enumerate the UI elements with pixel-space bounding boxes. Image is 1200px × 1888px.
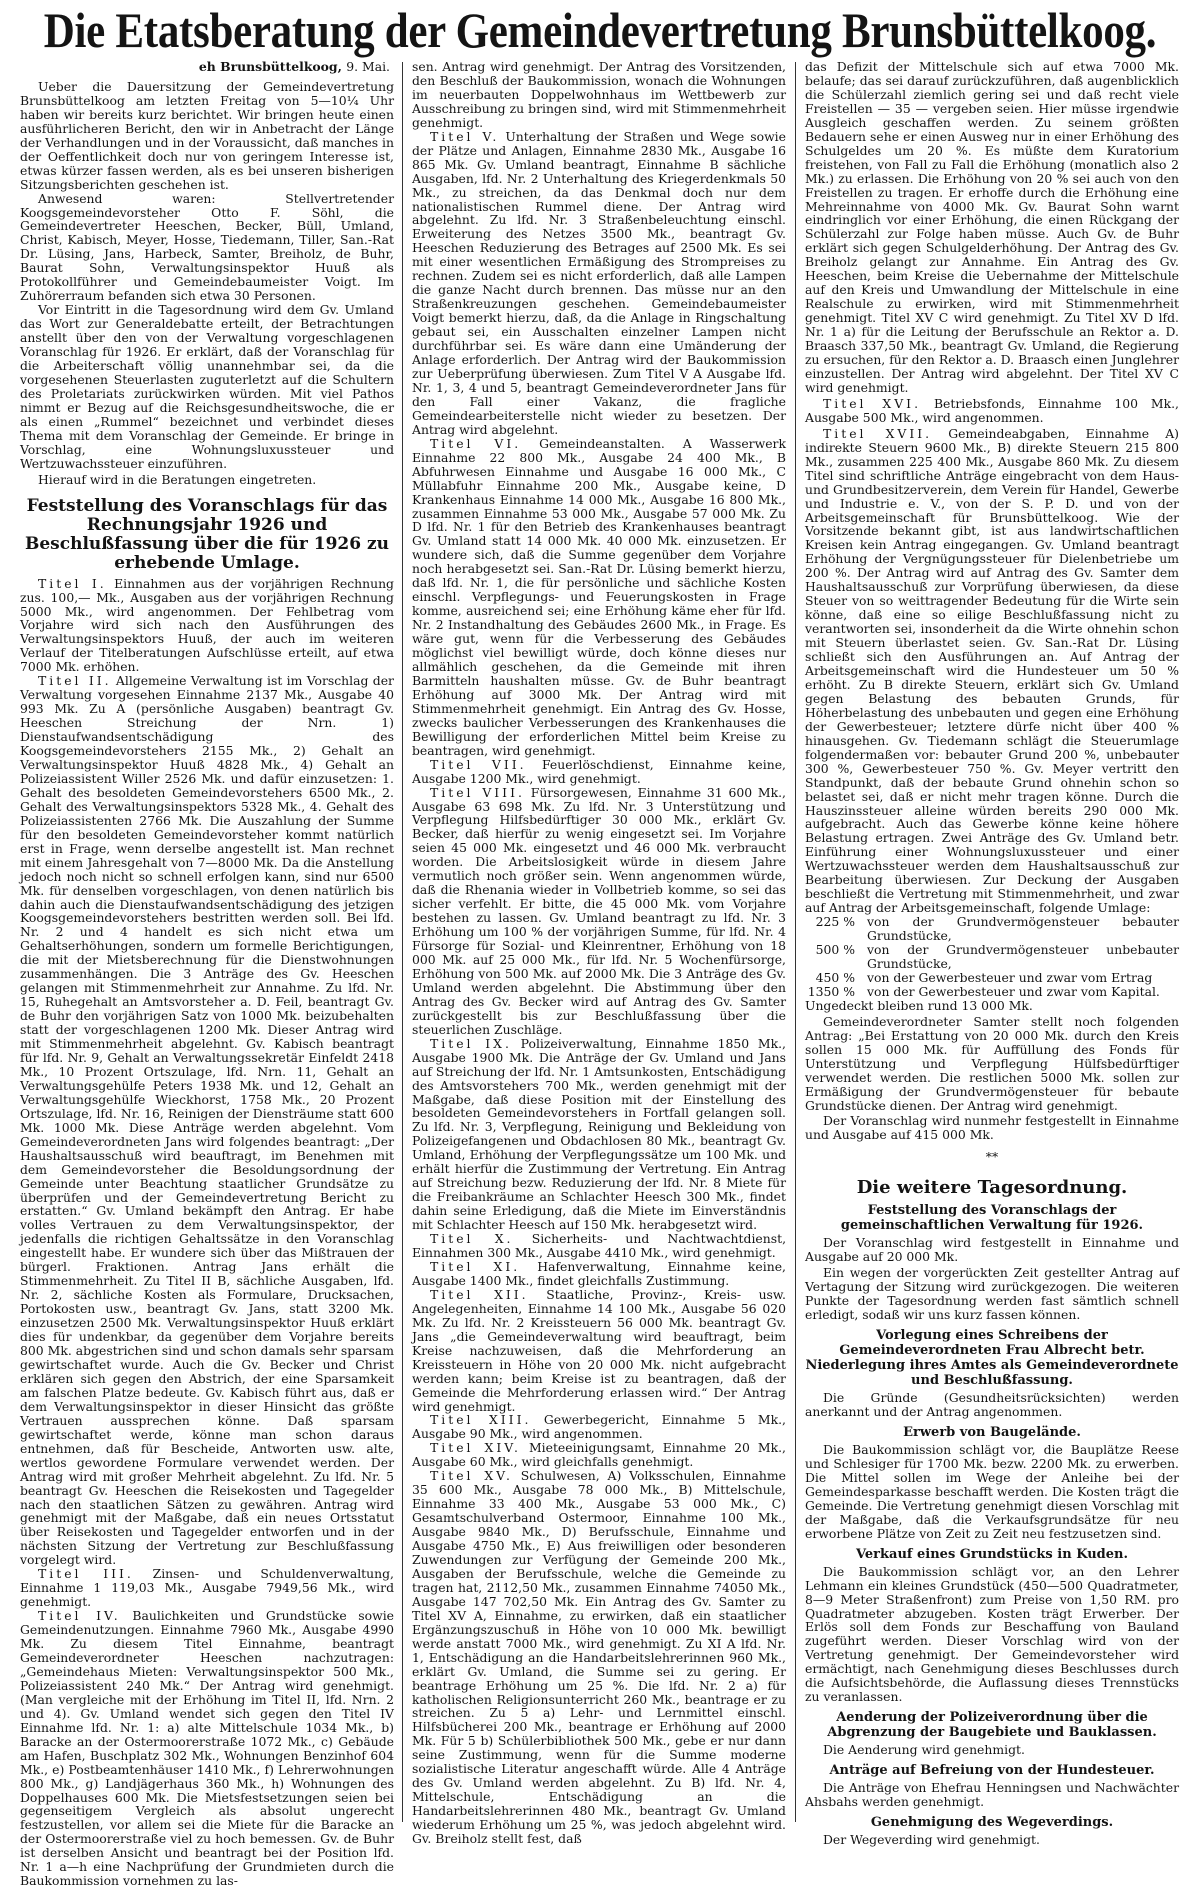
article-paragraph bbox=[805, 999, 1179, 1013]
levy-rate: 225 % bbox=[815, 914, 855, 930]
subsection-heading: Vorlegung eines Schreibens der Gemeindeverordneten Frau Albrecht betr. Niederlegung ihres Amtes als Gemeindeverordnete und Beschlußfassung. bbox=[805, 1328, 1179, 1389]
subsection-heading: Genehmigung des Wegeverdings. bbox=[870, 1815, 1114, 1831]
article-paragraph bbox=[805, 1781, 1179, 1809]
paragraph-text: Der Voranschlag wird festgestellt in Einnahme und Ausgabe auf 20 000 Mk. bbox=[805, 1235, 1179, 1265]
column-body bbox=[20, 80, 394, 1888]
paragraph-text: Die Baukommission schlägt vor, an den Lehrer Lehmann ein kleines Grundstück (450—500 Quadratmeter, 8—9 Meter Straßenfront) zum Preise von 1,50 RM. pro Quadratmeter abzugeben. Kosten trägt Erwerber. Der Erlös soll dem Fonds zur Beschaffung von Bauland zugeführt werden. Dieser Vorschlag wird von der Vertretung genehmigt. Der Gemeindevorsteher wird ermächtigt, nach Genehmigung dieses Beschlusses durch die Aufsichtsbehörde, die Auflassung dieses Trennstücks zu veranlassen. bbox=[805, 1563, 1179, 1705]
levy-list-item bbox=[805, 943, 1179, 971]
levy-description: von der Grundvermögensteuer unbebauter Grundstücke, bbox=[867, 942, 1179, 971]
title-number-label: Titel XIII. bbox=[430, 1412, 532, 1428]
paragraph-text: Unterhaltung der Straßen und Wege sowie der Plätze und Anlagen, Einnahme 2830 Mk., Ausgabe 16 865 Mk. Gv. Umland beantragt, Einnahme B sächliche Ausgaben, lfd. Nr. 2 Unterhaltung des Kriegerdenkmals 50 Mk., zu streichen, da das Denkmal doch nur dem nationalistischen Rummel diene. Der Antrag wird abgelehnt. Zu lfd. Nr. 3 Straßenbeleuchtung einschl. Erweiterung des Netzes 3500 Mk., beantragt Gv. Heeschen Reduzierung des Betrages auf 2500 Mk. Es sei mit einer wesentlichen Ermäßigung des Strompreises zu rechnen. Zudem sei es nicht erforderlich, daß alle Lampen die ganze Nacht durch brennen. Das müsse nur an den Straßenkreuzungen geschehen. Gemeindebaumeister Voigt bemerkt hierzu, daß, da die Anlage in Ringschaltung gebaut sei, ein Ausschalten einzelner Lampen nicht durchführbar sei. Es wäre dann eine Umänderung der Anlage erforderlich. Der Antrag wird der Baukommission zur Ueberprüfung überwiesen. Zum Titel V A Ausgabe lfd. Nr. 1, 3, 4 und 5, beantragt Gemeindeverordneter Jans für den Fall einer Vakanz, die fragliche Gemeindearbeiterstelle nicht wieder zu besetzen. Der Antrag wird abgelehnt. bbox=[412, 128, 786, 437]
column-body bbox=[805, 60, 1179, 1847]
paragraph-text: Einnahmen aus der vorjährigen Rechnung zus. 100,— Mk., Ausgaben aus der vorjährigen Rechnung 5000 Mk., wird angenommen. Der Fehlbetrag vom Vorjahre wird sich nach den Ausführungen des Verwaltungsinspektors Huuß, der auch im weiteren Verlauf der Titelberatungen Aufschlüsse erteilt, auf etwa 7000 Mk. erhöhen. bbox=[20, 575, 394, 675]
article-paragraph bbox=[805, 1565, 1179, 1705]
section-heading: Die weitere Tagesordnung. bbox=[856, 1177, 1128, 1199]
paragraph-text: Sicherheits- und Nachtwachtdienst, Einnahmen 300 Mk., Ausgabe 4410 Mk., wird genehmigt. bbox=[412, 1231, 787, 1261]
paragraph-text: Die Aenderung wird genehmigt. bbox=[823, 1742, 1025, 1758]
title-number-label: Titel VII. bbox=[430, 756, 527, 772]
levy-list-item bbox=[805, 915, 1179, 943]
column-2 bbox=[412, 60, 786, 1846]
article-paragraph bbox=[412, 1260, 786, 1288]
paragraph-text: Hafenverwaltung, Einnahme keine, Ausgabe 1400 Mk., findet gleichfalls Zustimmung. bbox=[412, 1258, 786, 1288]
paragraph-text: Mieteeinigungsamt, Einnahme 20 Mk., Ausgabe 60 Mk., wird gleichfalls genehmigt. bbox=[412, 1440, 786, 1470]
column-divider bbox=[402, 62, 403, 1822]
paragraph-text: Gewerbegericht, Einnahme 5 Mk., Ausgabe 90 Mk., wird angenommen. bbox=[412, 1412, 786, 1442]
article-paragraph bbox=[412, 1441, 786, 1469]
article-paragraph bbox=[805, 397, 1179, 425]
article-paragraph bbox=[20, 577, 394, 675]
article-paragraph bbox=[805, 1015, 1179, 1113]
paragraph-text: Gemeindeverordneter Samter stellt noch folgenden Antrag: „Bei Erstattung von 20 000 Mk. durch den Kreis sollen 15 000 Mk. für Auffüllung des Fonds für Unterstützung und Verpflegung Hülfsbedürftiger verwendet werden. Die restlichen 5000 Mk. sollen zur Ermäßigung der Grundvermögensteuer für bebaute Grundstücke dienen. Der Antrag wird genehmigt. bbox=[805, 1013, 1179, 1113]
article-paragraph bbox=[20, 303, 394, 470]
levy-description: von der Gewerbesteuer und zwar vom Kapital. bbox=[867, 983, 1160, 999]
title-number-label: Titel XV. bbox=[430, 1468, 513, 1484]
paragraph-text: sen. Antrag wird genehmigt. Der Antrag des Vorsitzenden, den Beschluß der Baukommission, wonach die Wohnungen im neuerbauten Doppelwohnhaus im Wettbewerb zur Ausschreibung zu bringen sind, wird mit Stimmenmehrheit genehmigt. bbox=[412, 59, 786, 130]
article-paragraph bbox=[412, 1288, 786, 1414]
column-3 bbox=[805, 60, 1179, 1847]
dateline-place: eh Brunsbüttelkoog, bbox=[198, 59, 342, 74]
paragraph-text: Fürsorgewesen, Einnahme 31 600 Mk., Ausgabe 63 698 Mk. Zu lfd. Nr. 3 Unterstützung und Verpflegung Hilfsbedürftiger 30 000 Mk., erklärt Gv. Becker, daß hierfür zu wenig eingesetzt sei. Im Vorjahre seien 45 000 Mk. eingesetzt und 46 000 Mk. verbraucht worden. Die Arbeitslosigkeit würde in diesem Jahre vermutlich noch größer sein. Wenn angenommen würde, daß die Rhenania wieder in Vollbetrieb komme, so sei das sicher verfehlt. Er bitte, die 45 000 Mk. vom Vorjahre bestehen zu lassen. Gv. Umland beantragt zu lfd. Nr. 3 Erhöhung um 100 % der vorjährigen Summe, für lfd. Nr. 4 Fürsorge für Sozial- und Kleinrentner, Erhöhung von 18 000 Mk. auf 25 000 Mk., für lfd. Nr. 5 Wochenfürsorge, Erhöhung von 500 Mk. auf 2000 Mk. Die 3 Anträge des Gv. Umland werden abgelehnt. Die Abstimmung über den Antrag des Gv. Becker wird auf Antrag des Gv. Samter zurückgestellt bis zur Beschlußfassung über die steuerlichen Zuschläge. bbox=[412, 784, 786, 1037]
title-number-label: Titel VIII. bbox=[430, 784, 525, 800]
column-1 bbox=[20, 60, 394, 1888]
paragraph-text: Feuerlöschdienst, Einnahme keine, Ausgabe 1200 Mk., wird genehmigt. bbox=[412, 756, 786, 786]
title-number-label: Titel II. bbox=[38, 673, 112, 689]
subsection-heading: Feststellung des Voranschlags der gemeinschaftlichen Verwaltung für 1926. bbox=[840, 1203, 1144, 1234]
paragraph-text: Die Gründe (Gesundheitsrücksichten) werden anerkannt und der Antrag angenommen. bbox=[805, 1390, 1179, 1420]
article-paragraph bbox=[412, 437, 786, 758]
paragraph-text: Baulichkeiten und Grundstücke sowie Gemeindenutzungen. Einnahme 7960 Mk., Ausgabe 4990 Mk. Zu diesem Titel Einnahme, beantragt Gemeindeverordneter Heeschen nachzutragen: „Gemeindehaus Mieten: Verwaltungsinspektor 500 Mk., Polizeiassistent 240 Mk.“ Der Antrag wird genehmigt. (Man vergleiche mit der Erhöhung im Titel II, lfd. Nrn. 2 und 4). Gv. Umland wendet sich gegen den Titel IV Einnahme lfd. Nr. 1: a) alte Mittelschule 1034 Mk., b) Baracke an der Ostermoorerstraße 1072 Mk., c) Gebäude am Hafen, Buschplatz 302 Mk., Wohnungen Benzinhof 604 Mk., e) Postbeamtenhäuser 1410 Mk., f) Lehrerwohnungen 800 Mk., g) Landjägerhaus 360 Mk., h) Wohnungen des Doppelhauses 600 Mk. Die Mietsfestsetzungen seien bei gegenseitigem Vergleich als absolut ungerecht festzustellen, vor allem sei die Miete für die Baracke an der Ostermoorerstraße viel zu hoch bemessen. Gv. de Buhr ist derselben Ansicht und beantragt bei der Position lfd. Nr. 1 a—h eine Nachprüfung der Grundmieten durch die Baukommission vornehmen zu las- bbox=[20, 1608, 394, 1888]
paragraph-text: Schulwesen, A) Volksschulen, Einnahme 35 600 Mk., Ausgabe 78 000 Mk., B) Mittelschule, Einnahme 33 400 Mk., Ausgabe 53 000 Mk., C) Gesamtschulverband Ostermoor, Einnahme 100 Mk., Ausgabe 9840 Mk., D) Berufsschule, Einnahme und Ausgabe 4750 Mk., E) Aus freiwilligen oder besonderen Zuwendungen zur Verfügung der Gemeinde 200 Mk., Ausgaben der Berufsschule, welche die Gemeinde zu tragen hat, 2112,50 Mk., zusammen Einnahme 74050 Mk., Ausgabe 147 702,50 Mk. Ein Antrag des Gv. Samter zu Titel XV A, Einnahme, zu erwirken, daß ein staatlicher Ergänzungszuschuß in Höhe von 10 000 Mk. bewilligt werde anstatt 7000 Mk., wird genehmigt. Zu XI A lfd. Nr. 1, Entschädigung an die Handarbeitslehrerinnen 960 Mk., erklärt Gv. Umland, die Summe sei zu gering. Er beantrage Erhöhung um 25 %. Die lfd. Nr. 2 a) für katholischen Religionsunterricht 260 Mk., beantrage er zu streichen. Zu 5 a) Lehr- und Lernmittel einschl. Hilfsbücherei 200 Mk., beantrage er Erhöhung auf 2000 Mk. Für 5 b) Schülerbibliothek 500 Mk., gebe er nur dann seine Zustimmung, wenn für die Summe moderne sozialistische Literatur angeschafft würde. Alle 4 Anträge des Gv. Umland werden abgelehnt. Zu B) lfd. Nr. 4, Mittelschule, Entschädigung an die Handarbeitslehrerinnen 480 Mk., beantragt Gv. Umland wiederum Erhöhung um 25 %, was jedoch abgelehnt wird. Gv. Breiholz stellt fest, daß bbox=[412, 1468, 786, 1847]
subsection-heading: Verkauf eines Grundstücks in Kuden. bbox=[856, 1546, 1128, 1562]
article-paragraph bbox=[412, 758, 786, 786]
levy-list-item bbox=[805, 985, 1179, 999]
title-number-label: Titel XI. bbox=[430, 1258, 521, 1274]
article-paragraph bbox=[412, 1232, 786, 1260]
article-paragraph bbox=[20, 80, 394, 192]
article-paragraph bbox=[20, 473, 394, 487]
paragraph-text: Staatliche, Provinz-, Kreis- usw. Angelegenheiten, Einnahme 14 100 Mk., Ausgabe 56 020 Mk. Zu lfd. Nr. 2 Kreissteuern 56 000 Mk. beantragt Gv. Jans „die Gemeindeverwaltung wird beauftragt, beim Kreise nachzuweisen, daß die Mehrforderung an Kreissteuern in Höhe von 20 000 Mk. nicht aufgebracht werden kann; beim Kreise ist zu beantragen, daß der Gemeinde die Mehrforderung erlassen wird.“ Der Antrag wird genehmigt. bbox=[412, 1286, 786, 1414]
title-number-label: Titel XVI. bbox=[823, 395, 922, 411]
paragraph-text: Polizeiverwaltung, Einnahme 1850 Mk., Ausgabe 1900 Mk. Die Anträge der Gv. Umland und Jans auf Streichung der lfd. Nr. 1 Amtsunkosten, Entschädigung des Amtsvorstehers 700 Mk., werden genehmigt mit der Maßgabe, daß diese Position mit der Einstellung des besoldeten Gemeindevorstehers in Fortfall gelangen soll. Zu lfd. Nr. 3, Verpflegung, Reinigung und Bekleidung von Polizeigefangenen und Obdachlosen 80 Mk., beantragt Gv. Umland, Erhöhung der Verpflegungssätze um 100 Mk. und erhält hierfür die Zustimmung der Vertretung. Ein Antrag auf Streichung bezw. Reduzierung der lfd. Nr. 8 Miete für die Freibankräume an Schlachter Heesch 300 Mk., findet dahin seine Erledigung, daß die Miete im Einverständnis mit Schlachter Heesch auf 150 Mk. herabgesetzt wird. bbox=[412, 1035, 786, 1233]
levy-list-item bbox=[805, 971, 1179, 985]
dateline-date: 9. Mai. bbox=[346, 59, 390, 74]
section-separator: ** bbox=[985, 1149, 999, 1165]
paragraph-text: Der Wegeverding wird genehmigt. bbox=[823, 1832, 1040, 1848]
article-paragraph bbox=[805, 1114, 1179, 1142]
column-body bbox=[412, 60, 786, 1846]
levy-rate: 1350 % bbox=[807, 983, 855, 999]
paragraph-text: Die Anträge von Ehefrau Henningsen und Nachwächter Ahsbahs werden genehmigt. bbox=[805, 1780, 1179, 1810]
title-number-label: Titel V. bbox=[430, 128, 500, 144]
levy-rate: 450 % bbox=[815, 969, 855, 985]
article-paragraph bbox=[20, 1609, 394, 1888]
article-paragraph bbox=[805, 1266, 1179, 1322]
article-paragraph bbox=[805, 1236, 1179, 1264]
dateline bbox=[20, 60, 390, 74]
section-heading: Feststellung des Voranschlags für das Rechnungsjahr 1926 und Beschlußfassung über die für 1926 zu erhebende Umlage. bbox=[24, 495, 389, 573]
levy-description: von der Gewerbesteuer und zwar vom Ertrag bbox=[867, 969, 1153, 985]
title-number-label: Titel VI. bbox=[430, 435, 522, 451]
column-divider bbox=[795, 62, 796, 1822]
paragraph-text: Ungedeckt bleiben rund 13 000 Mk. bbox=[805, 997, 1033, 1013]
article-paragraph bbox=[412, 1037, 786, 1232]
article-paragraph bbox=[20, 674, 394, 1567]
article-paragraph bbox=[412, 786, 786, 1037]
title-number-label: Titel I. bbox=[38, 575, 107, 591]
paragraph-text: Anwesend waren: Stellvertretender Koogsgemeindevorsteher Otto F. Söhl, die Gemeindevertreter Heeschen, Becker, Büll, Umland, Christ, Kabisch, Meyer, Hosse, Tiedemann, Tiller, San.-Rat Dr. Lüsing, Jans, Harbeck, Samter, Breiholz, de Buhr, Baurat Sohn, Verwaltungsinspektor Huuß als Protokollführer und Gemeindebaumeister Voigt. Im Zuhörerraum befanden sich etwa 30 Personen. bbox=[20, 190, 394, 304]
paragraph-text: Die Baukommission schlägt vor, die Bauplätze Reese und Schlesiger für 1700 Mk. bezw. 2200 Mk. zu erwerben. Die Mittel sollen im Wege der Anleihe bei der Gemeindesparkasse beschafft werden. Die Kosten trägt die Gemeinde. Die Vertretung genehmigt diesen Vorschlag mit der Maßgabe, daß die Verkaufsgrundsätze für neu erworbene Plätze von Zeit zu Zeit neu festzusetzen sind. bbox=[805, 1441, 1179, 1541]
subsection-heading: Anträge auf Befreiung von der Hundesteuer. bbox=[829, 1763, 1155, 1779]
article-paragraph bbox=[805, 60, 1179, 395]
title-number-label: Titel XVII. bbox=[823, 425, 933, 441]
paragraph-text: Ein wegen der vorgerückten Zeit gestellter Antrag auf Vertagung der Sitzung wird zurückgezogen. Die weiteren Punkte der Tagesordnung werden fast sämtlich schnell erledigt, sodaß wir uns kurz fassen können. bbox=[805, 1265, 1179, 1323]
subsection-heading: Aenderung der Polizeiverordnung über die Abgrenzung der Baugebiete und Bauklassen. bbox=[827, 1710, 1157, 1741]
paragraph-text: Betriebsfonds, Einnahme 100 Mk., Ausgabe 500 Mk., wird angenommen. bbox=[805, 395, 1179, 425]
article-paragraph bbox=[805, 1743, 1179, 1757]
paragraph-text: das Defizit der Mittelschule sich auf etwa 7000 Mk. belaufe; das sei darauf zurückzuführen, daß augenblicklich die Schülerzahl ziemlich gering sei und daß recht viele Freistellen — 35 — vergeben seien. Hier müsse irgendwie Ausgleich geschaffen werden. Zu seinem größten Bedauern sehe er einen Ausweg nur in einer Erhöhung des Schulgeldes um 20 %. Es müßte dem Kuratorium freistehen, von Fall zu Fall die Erhöhung (monatlich also 2 Mk.) zu erlassen. Die Erhöhung von 20 % sei auch von den Freistellen zu tragen. Er erhoffe durch die Erhöhung eine Mehreinnahme von 4000 Mk. Gv. Baurat Sohn warnt eindringlich vor einer Erhöhung, die einen Rückgang der Schülerzahl zur Folge haben müsse. Auch Gv. de Buhr erklärt sich gegen Schulgelderhöhung. Der Antrag des Gv. Breiholz gelangt zur Annahme. Ein Antrag des Gv. Heeschen, beim Kreise die Uebernahme der Mittelschule auf den Kreis und Umwandlung der Mittelschule in eine Realschule zu erwirken, wird mit Stimmenmehrheit genehmigt. Titel XV C wird genehmigt. Zu Titel XV D lfd. Nr. 1 a) für die Leitung der Berufsschule an Rektor a. D. Braasch 337,50 Mk., beantragt Gv. Umland, die Regierung zu ersuchen, für den Rektor a. D. Braasch einen Junglehrer einzustellen. Der Antrag wird abgelehnt. Der Titel XV C wird genehmigt. bbox=[805, 59, 1179, 395]
article-paragraph bbox=[20, 1567, 394, 1609]
article-paragraph bbox=[412, 130, 786, 437]
paragraph-text: Hierauf wird in die Beratungen eingetreten. bbox=[38, 471, 317, 487]
paragraph-text: Allgemeine Verwaltung ist im Vorschlag der Verwaltung vorgesehen Einnahme 2137 Mk., Ausgabe 40 993 Mk. Zu A (persönliche Ausgaben) beantragt Gv. Heeschen Streichung der Nrn. 1) Dienstaufwandsentschädigung des Koogsgemeindevorstehers 2155 Mk., 2) Gehalt an Verwaltungsinspektor Huuß 4828 Mk., 4) Gehalt an Polizeiassistent Willer 2526 Mk. und dafür einzusetzen: 1. Gehalt des besoldeten Gemeindevorstehers 6500 Mk., 2. Gehalt des Verwaltungsinspektors 5328 Mk., 4. Gehalt des Polizeiassistenten 2766 Mk. Die Auszahlung der Summe für den besoldeten Gemeindevorsteher kommt natürlich erst in Frage, wenn derselbe angestellt ist. Man rechnet mit einem Jahresgehalt von 7—8000 Mk. Da die Anstellung jedoch noch nicht so schnell erfolgen kann, sind nur 6500 Mk. für denselben vorgeschlagen, von denen natürlich bis dahin auch die Dienstaufwandsentschädigung des jetzigen Koogsgemeindevorstehers bestritten werden soll. Bei lfd. Nr. 2 und 4 handelt es sich nicht etwa um Gehaltserhöhungen, sondern um formelle Berichtigungen, die mit der Mietsberechnung für die Dienstwohnungen zusammenhängen. Die 3 Anträge des Gv. Heeschen gelangen mit Stimmenmehrheit zur Annahme. Zu lfd. Nr. 15, Ruhegehalt an Amtsvorsteher a. D. Feil, beantragt Gv. de Buhr den vorjährigen Satz von 1000 Mk. beizubehalten statt der vorgeschlagenen 1200 Mk. Dieser Antrag wird mit Stimmenmehrheit abgelehnt. Gv. Kabisch beantragt für lfd. Nr. 9, Gehalt an Verwaltungssekretär Einfeldt 2418 Mk., 10 Prozent Ortszulage, lfd. Nrn. 11, Gehalt an Verwaltungsgehülfe Peters 1938 Mk. und 12, Gehalt an Verwaltungsgehülfe Wieckhorst, 1758 Mk., 20 Prozent Ortszulage, lfd. Nr. 16, Reinigen der Diensträume statt 600 Mk. 1000 Mk. Diese Anträge werden abgelehnt. Vom Gemeindeverordneten Jans wird folgendes beantragt: „Der Haushaltsausschuß wird beauftragt, im Benehmen mit dem Gemeindevorsteher die Besoldungsordnung der Gemeinde unter Beachtung staatlicher Grundsätze zu überprüfen und der Gemeindevertretung Bericht zu erstatten.“ Gv. Umland bekämpft den Antrag. Er habe volles Vertrauen zu dem Verwaltungsinspektor, der jedenfalls die richtigen Gehaltssätze in den Voranschlag eingestellt habe. Er wundere sich über das Mißtrauen der bürgerl. Fraktionen. Antrag Jans erhält die Stimmenmehrheit. Zu Titel II B, sächliche Ausgaben, lfd. Nr. 2, sächliche Kosten als Formulare, Drucksachen, Portokosten usw., beantragt Gv. Jans, statt 3200 Mk. einzusetzen 2500 Mk. Verwaltungsinspektor Huuß erklärt dies für undenkbar, da gegenüber dem Vorjahre bereits 800 Mk. abgestrichen sind und schon damals sehr sparsam gewirtschaftet wurde. Auch die Gv. Becker und Christ erklären sich gegen den Abstrich, der eine Sparsamkeit am falschen Platze bedeute. Gv. Kabisch führt aus, daß er dem Verwaltungsinspektor in dieser Hinsicht das größte Vertrauen aussprechen könne. Daß sparsam gewirtschaftet werde, könne man schon daraus entnehmen, daß für Bescheide, Antworten usw. alte, wertlos gewordene Formulare verwendet werden. Der Antrag wird mit großer Mehrheit abgelehnt. Zu lfd. Nr. 5 beantragt Gv. Heeschen die Reisekosten und Tagegelder nach den staatlichen Sätzen zu gewähren. Antrag wird genehmigt mit der Maßgabe, daß ein neues Ortsstatut über Reisekosten und Tagegelder entworfen und in der nächsten Sitzung der Vertretung zur Beschlußfassung vorgelegt wird. bbox=[20, 673, 394, 1568]
paragraph-text: Zinsen- und Schuldenverwaltung, Einnahme 1 119,03 Mk., Ausgabe 7949,56 Mk., wird genehmigt. bbox=[20, 1566, 394, 1610]
title-number-label: Titel X. bbox=[430, 1231, 514, 1247]
article-paragraph bbox=[805, 1833, 1179, 1847]
article-paragraph bbox=[412, 60, 786, 130]
article-paragraph bbox=[805, 1391, 1179, 1419]
article-paragraph bbox=[412, 1469, 786, 1846]
title-number-label: Titel IX. bbox=[430, 1035, 512, 1051]
paragraph-text: Gemeindeabgaben, Einnahme A) indirekte Steuern 9600 Mk., B) direkte Steuern 215 800 Mk., zusammen 225 400 Mk., Ausgabe 860 Mk. Zu diesem Titel sind schriftliche Anträge eingebracht von dem Haus- und Grundbesitzerverein, dem Verein für Handel, Gewerbe und Industrie e. V., von der S. P. D. und von der Arbeitsgemeinschaft für Brunsbüttelkoog. Wie der Vorsitzende bekannt gibt, ist aus landwirtschaftlichen Kreisen kein Antrag eingegangen. Gv. Umland beantragt Erhöhung der Vergnügungssteuer für Dielenbetriebe um 200 %. Der Antrag wird auf Antrag des Gv. Samter dem Haushaltsausschuß zur Vorprüfung überwiesen, da diese Steuer von so weittragender Bedeutung für die Wirte sein könne, daß eine so eilige Beschlußfassung nicht zu verantworten sei, insonderheit da die Wirte ohnehin schon mit Steuern überlastet seien. Gv. San.-Rat Dr. Lüsing schließt sich den Ausführungen an. Auf Antrag der Arbeitsgemeinschaft wird die Hundesteuer um 50 % erhöht. Zu B direkte Steuern, erklärt sich Gv. Umland gegen Belastung des bebauten Grunds, für Höherbelastung des unbebauten und gegen eine Erhöhung der Gewerbesteuer; letztere dürfe nicht über 400 % hinausgehen. Gv. Tiedemann schlägt die Steuerumlage folgendermaßen vor: bebauter Grund 200 %, unbebauter 300 %, Gewerbesteuer 750 %. Gv. Meyer vertritt den Standpunkt, daß der bebaute Grund ohnehin schon so belastet sei, daß er nicht mehr tragen könne. Durch die Hauszinssteuer alleine würden bereits 290 000 Mk. aufgebracht. Auch das Gewerbe könne keine höhere Belastung ertragen. Zwei Anträge des Gv. Umland betr. Einführung einer Wohnungsluxussteuer und einer Wertzuwachssteuer werden dem Haushaltsausschuß zur Bearbeitung überwiesen. Zur Deckung der Ausgaben beschließt die Vertretung mit Stimmenmehrheit, und zwar auf Antrag der Arbeitsgemeinschaft, folgende Umlage: bbox=[805, 425, 1179, 916]
article-paragraph bbox=[20, 192, 394, 304]
article-paragraph bbox=[412, 1413, 786, 1441]
article-headline: Die Etatsberatung der Gemeindevertretung Brunsbüttelkoog. bbox=[43, 4, 1157, 59]
title-number-label: Titel XIV. bbox=[430, 1440, 521, 1456]
paragraph-text: Vor Eintritt in die Tagesordnung wird dem Gv. Umland das Wort zur Generaldebatte erteilt, der Betrachtungen anstellt über den von der Verwaltung vorgeschlagenen Voranschlag für 1926. Er erklärt, daß der Voranschlag für die Arbeiterschaft völlig unannehmbar sei, da die vorgesehenen Steuerlasten zuguterletzt auf die Schultern des Proletariats zurückwirken würden. Mit viel Pathos nimmt er Bezug auf die Reichsgesundheitswoche, die er als einen „Rummel“ bezeichnet und verbindet dieses Thema mit dem Voranschlag der Gemeinde. Er bringe in Vorschlag, eine Wohnungsluxussteuer und Wertzuwachssteuer einzuführen. bbox=[20, 302, 394, 471]
article-paragraph bbox=[805, 1443, 1179, 1541]
title-number-label: Titel XII. bbox=[430, 1286, 529, 1302]
paragraph-text: Ueber die Dauersitzung der Gemeindevertretung Brunsbüttelkoog am letzten Freitag von 5—10¼ Uhr haben wir bereits kurz berichtet. Wir bringen heute einen ausführlicheren Bericht, den wir in Anbetracht der Länge der Verhandlungen und in der Voraussicht, daß manches in der Oeffentlichkeit doch nur von geringem Interesse ist, etwas kürzer fassen werden, als es bei unseren bisherigen Sitzungsberichten geschehen ist. bbox=[20, 78, 394, 192]
paragraph-text: Der Voranschlag wird nunmehr festgestellt in Einnahme und Ausgabe auf 415 000 Mk. bbox=[805, 1113, 1179, 1143]
article-paragraph bbox=[805, 427, 1179, 915]
levy-description: von der Grundvermögensteuer bebauter Grundstücke, bbox=[867, 914, 1179, 944]
title-number-label: Titel IV. bbox=[38, 1608, 121, 1624]
subsection-heading: Erwerb von Baugelände. bbox=[903, 1424, 1081, 1440]
levy-rate: 500 % bbox=[815, 942, 855, 958]
title-number-label: Titel III. bbox=[38, 1566, 134, 1582]
paragraph-text: Gemeindeanstalten. A Wasserwerk Einnahme 22 800 Mk., Ausgabe 24 400 Mk., B Abfuhrwesen Einnahme und Ausgabe 16 000 Mk., C Müllabfuhr Einnahme 200 Mk., Ausgabe keine, D Krankenhaus Einnahme 14 000 Mk., Ausgabe 16 800 Mk., zusammen Einnahme 53 000 Mk., Ausgabe 57 000 Mk. Zu D lfd. Nr. 1 für den Betrieb des Krankenhauses beantragt Gv. Umland statt 14 000 Mk. 40 000 Mk. einzusetzen. Er wundere sich, daß die Summe gegenüber dem Vorjahre noch herabgesetzt sei. San.-Rat Dr. Lüsing bemerkt hierzu, daß lfd. Nr. 1, die für persönliche und sächliche Kosten einschl. Verpflegungs- und Feuerungskosten in Frage komme, ausreichend sei; eine Erhöhung käme eher für lfd. Nr. 2 Instandhaltung des Gebäudes 2600 Mk., in Frage. Es wäre gut, wenn für die Verbesserung des Gebäudes möglichst viel bewilligt würde, doch könne dieses nur allmählich geschehen, da die Gemeinde mit ihren Barmitteln haushalten müsse. Gv. de Buhr beantragt Erhöhung auf 3000 Mk. Der Antrag wird mit Stimmenmehrheit genehmigt. Ein Antrag des Gv. Hosse, zwecks baulicher Verbesserungen des Krankenhauses die Bewilligung der erforderlichen Mittel beim Kreise zu beantragen, wird genehmigt. bbox=[412, 435, 786, 758]
